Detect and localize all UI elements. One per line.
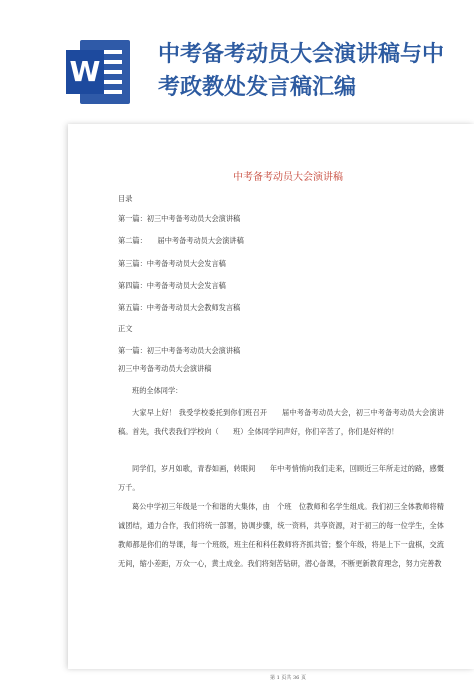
page-heading: 中考备考动员大会演讲稿 [233,172,343,183]
document-page [68,124,474,681]
page-footer: 第 1 页共 36 页 [270,675,306,681]
toc-item: 第四篇：中考备考动员大会发言稿 [118,281,226,290]
body-paragraph: 葛公中学初三年级是一个和谐的大集体，由 个班 位教师和名学生组成。我们初三全体教师将精诚团结，通力合作，我们将统一部署，协调步骤，统一资料，共享资源，对于初三的每一位学生，全体教师都是你们的导课，每一个班级，班主任和科任教师将齐抓共管；整个年级，将是上下一盘棋，交流无间，缩小差距，万众一心，黄土成金。我们将刻苦钻研，潜心备课，不断更新教育理念，努力完善教 [118,502,444,568]
body-paragraph: 同学们，岁月如歌，青春如画，转眼间 年中考悄悄向我们走来，回顾近三年所走过的路，感慨万千。 [118,464,444,492]
toc-item: 第五篇：中考备考动员大会教师发言稿 [118,303,241,312]
body-paragraph: 大家早上好！ 我受学校委托到你们班召开 届中考备考动员大会，初三中考备考动员大会演讲稿。首先，我代表我们学校向（ 班）全体同学问声好，你们辛苦了，你们是好样的！ [118,408,444,436]
document-title: 中考备考动员大会演讲稿与中考政教处发言稿汇编 [158,41,445,100]
toc-label: 目录 [118,194,133,203]
section-title: 第一篇：初三中考备考动员大会演讲稿 [118,346,241,355]
section-subtitle: 初三中考备考动员大会演讲稿 [118,364,212,373]
body-label: 正文 [118,324,133,333]
toc-item: 第二篇： 届中考备考动员大会演讲稿 [118,236,244,245]
toc-item: 第三篇：中考备考动员大会发言稿 [118,259,226,268]
toc-item: 第一篇：初三中考备考动员大会演讲稿 [118,214,241,223]
word-icon [66,40,130,104]
word-letter: W [66,50,104,94]
salutation: 班的全体同学： [132,386,183,395]
